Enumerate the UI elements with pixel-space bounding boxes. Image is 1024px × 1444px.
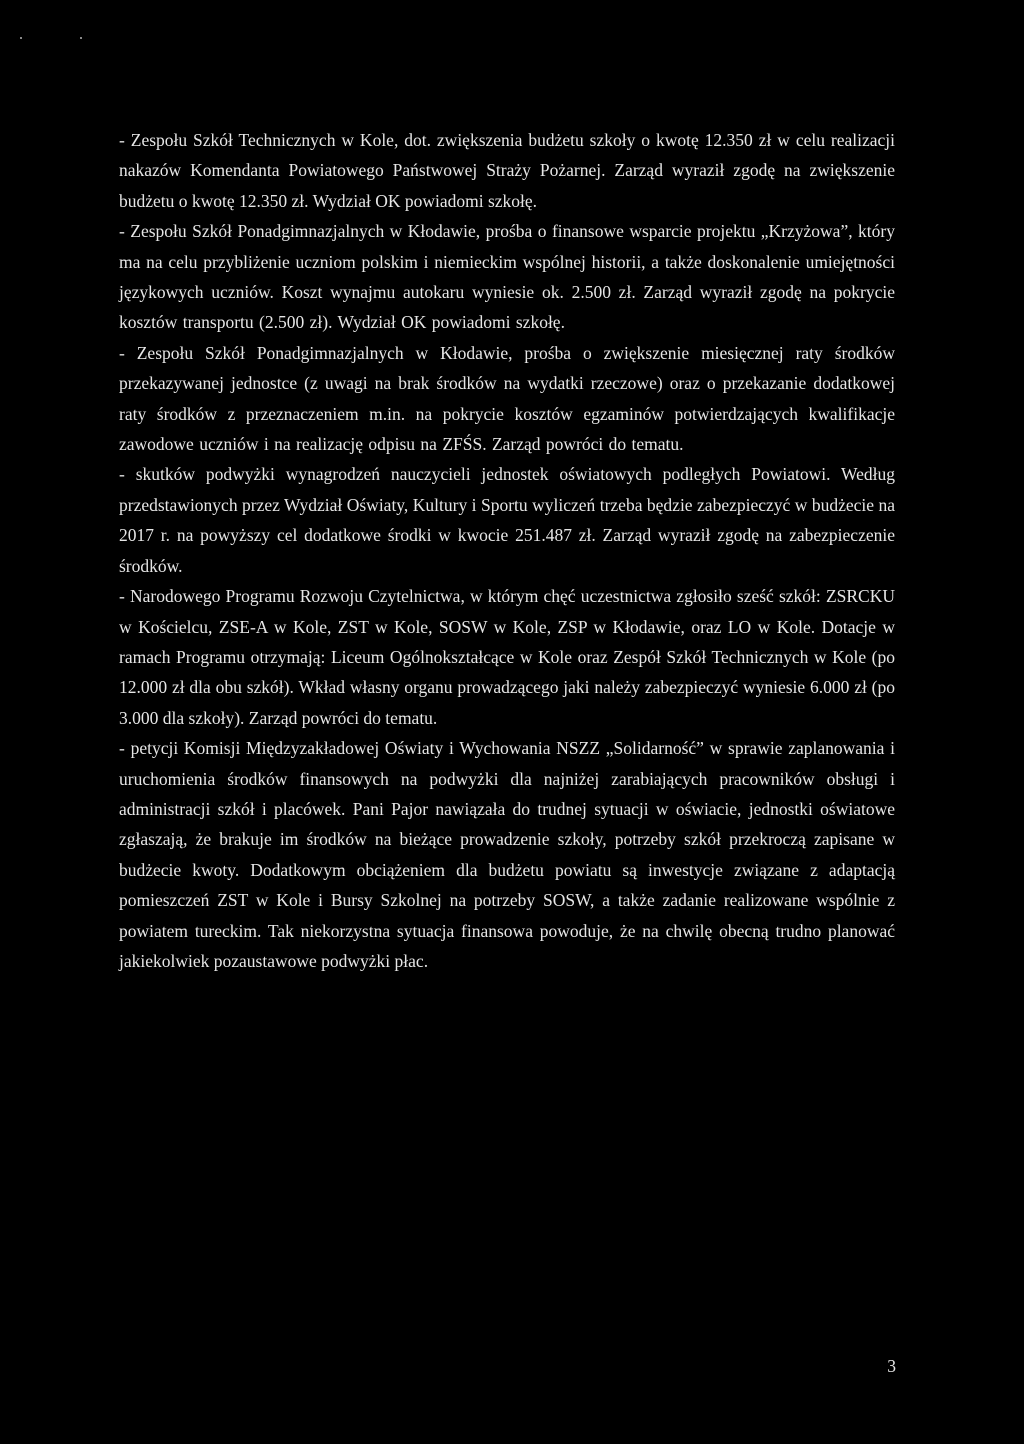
paragraph-teacher-raises: - skutków podwyżki wynagrodzeń nauczycieli jednostek oświatowych podległych Powiatowi. Według przedstawionych przez Wydział Oświaty, Kultury i Sportu wyliczeń trzeba będzie zabezpieczyć w budżecie na 2017 r. na powyższy cel dodatkowe środki w kwocie 251.487 zł. Zarząd wyraził zgodę na zabezpieczenie środków. [119,464,895,576]
paragraph-zsp-krzyzowa: - Zespołu Szkół Ponadgimnazjalnych w Kłodawie, prośba o finansowe wsparcie projektu „Krzyżowa”, który ma na celu przybliżenie uczniom polskim i niemieckim wspólnej historii, a także doskonalenie umiejętności językowych uczniów. Koszt wynajmu autokaru wyniesie ok. 2.500 zł. Zarząd wyraził zgodę na pokrycie kosztów transportu (2.500 zł). Wydział OK powiadomi szkołę. [119,221,895,333]
page-number: 3 [887,1356,896,1376]
scan-artifact [20,37,22,39]
paragraph-zst-budget: - Zespołu Szkół Technicznych w Kole, dot. zwiększenia budżetu szkoły o kwotę 12.350 zł w celu realizacji nakazów Komendanta Powiatowego Państwowej Straży Pożarnej. Zarząd wyraził zgodę na zwiększenie budżetu o kwotę 12.350 zł. Wydział OK powiadomi szkołę. [119,130,895,211]
paragraph-zsp-rate: - Zespołu Szkół Ponadgimnazjalnych w Kłodawie, prośba o zwiększenie miesięcznej raty środków przekazywanej jednostce (z uwagi na brak środków na wydatki rzeczowe) oraz o przekazanie dodatkowej raty środków z przeznaczeniem m.in. na pokrycie kosztów egzaminów potwierdzających kwalifikacje zawodowe uczniów i na realizację odpisu na ZFŚS. Zarząd powróci do tematu. [119,342,895,455]
paragraph-reading-program: - Narodowego Programu Rozwoju Czytelnictwa, w którym chęć uczestnictwa zgłosiło sześć szkół: ZSRCKU w Kościelcu, ZSE-A w Kole, ZST w Kole, SOSW w Kole, ZSP w Kłodawie, oraz LO w Kole. Dotacje w ramach Programu otrzymają: Liceum Ogólnokształcące w Kole oraz Zespół Szkół Technicznych w Kole (po 12.000 zł dla obu szkół). Wkład własny organu prowadzącego jaki należy zabezpieczyć wyniesie 6.000 zł (po 3.000 dla szkoły). Zarząd powróci do tematu. [119,586,895,728]
paragraph-solidarnosc-petition: - petycji Komisji Międzyzakładowej Oświaty i Wychowania NSZZ „Solidarność” w sprawie zaplanowania i uruchomienia środków finansowych na podwyżki dla najniżej zarabiających pracowników obsługi i administracji szkół i placówek. Pani Pajor nawiązała do trudnej sytuacji w oświacie, jednostki oświatowe zgłaszają, że brakuje im środków na bieżące prowadzenie szkoły, potrzeby szkół przekroczą zapisane w budżecie kwoty. Dodatkowym obciążeniem dla budżetu powiatu są inwestycje związane z adaptacją pomieszczeń ZST w Kole i Bursy Szkolnej na potrzeby SOSW, a także zadanie realizowane wspólnie z powiatem tureckim. Tak niekorzystna sytuacja finansowa powoduje, że na chwilę obecną trudno planować jakiekolwiek pozaustawowe podwyżki płac. [119,738,895,971]
document-body [119,125,895,976]
scan-artifact [80,37,82,39]
